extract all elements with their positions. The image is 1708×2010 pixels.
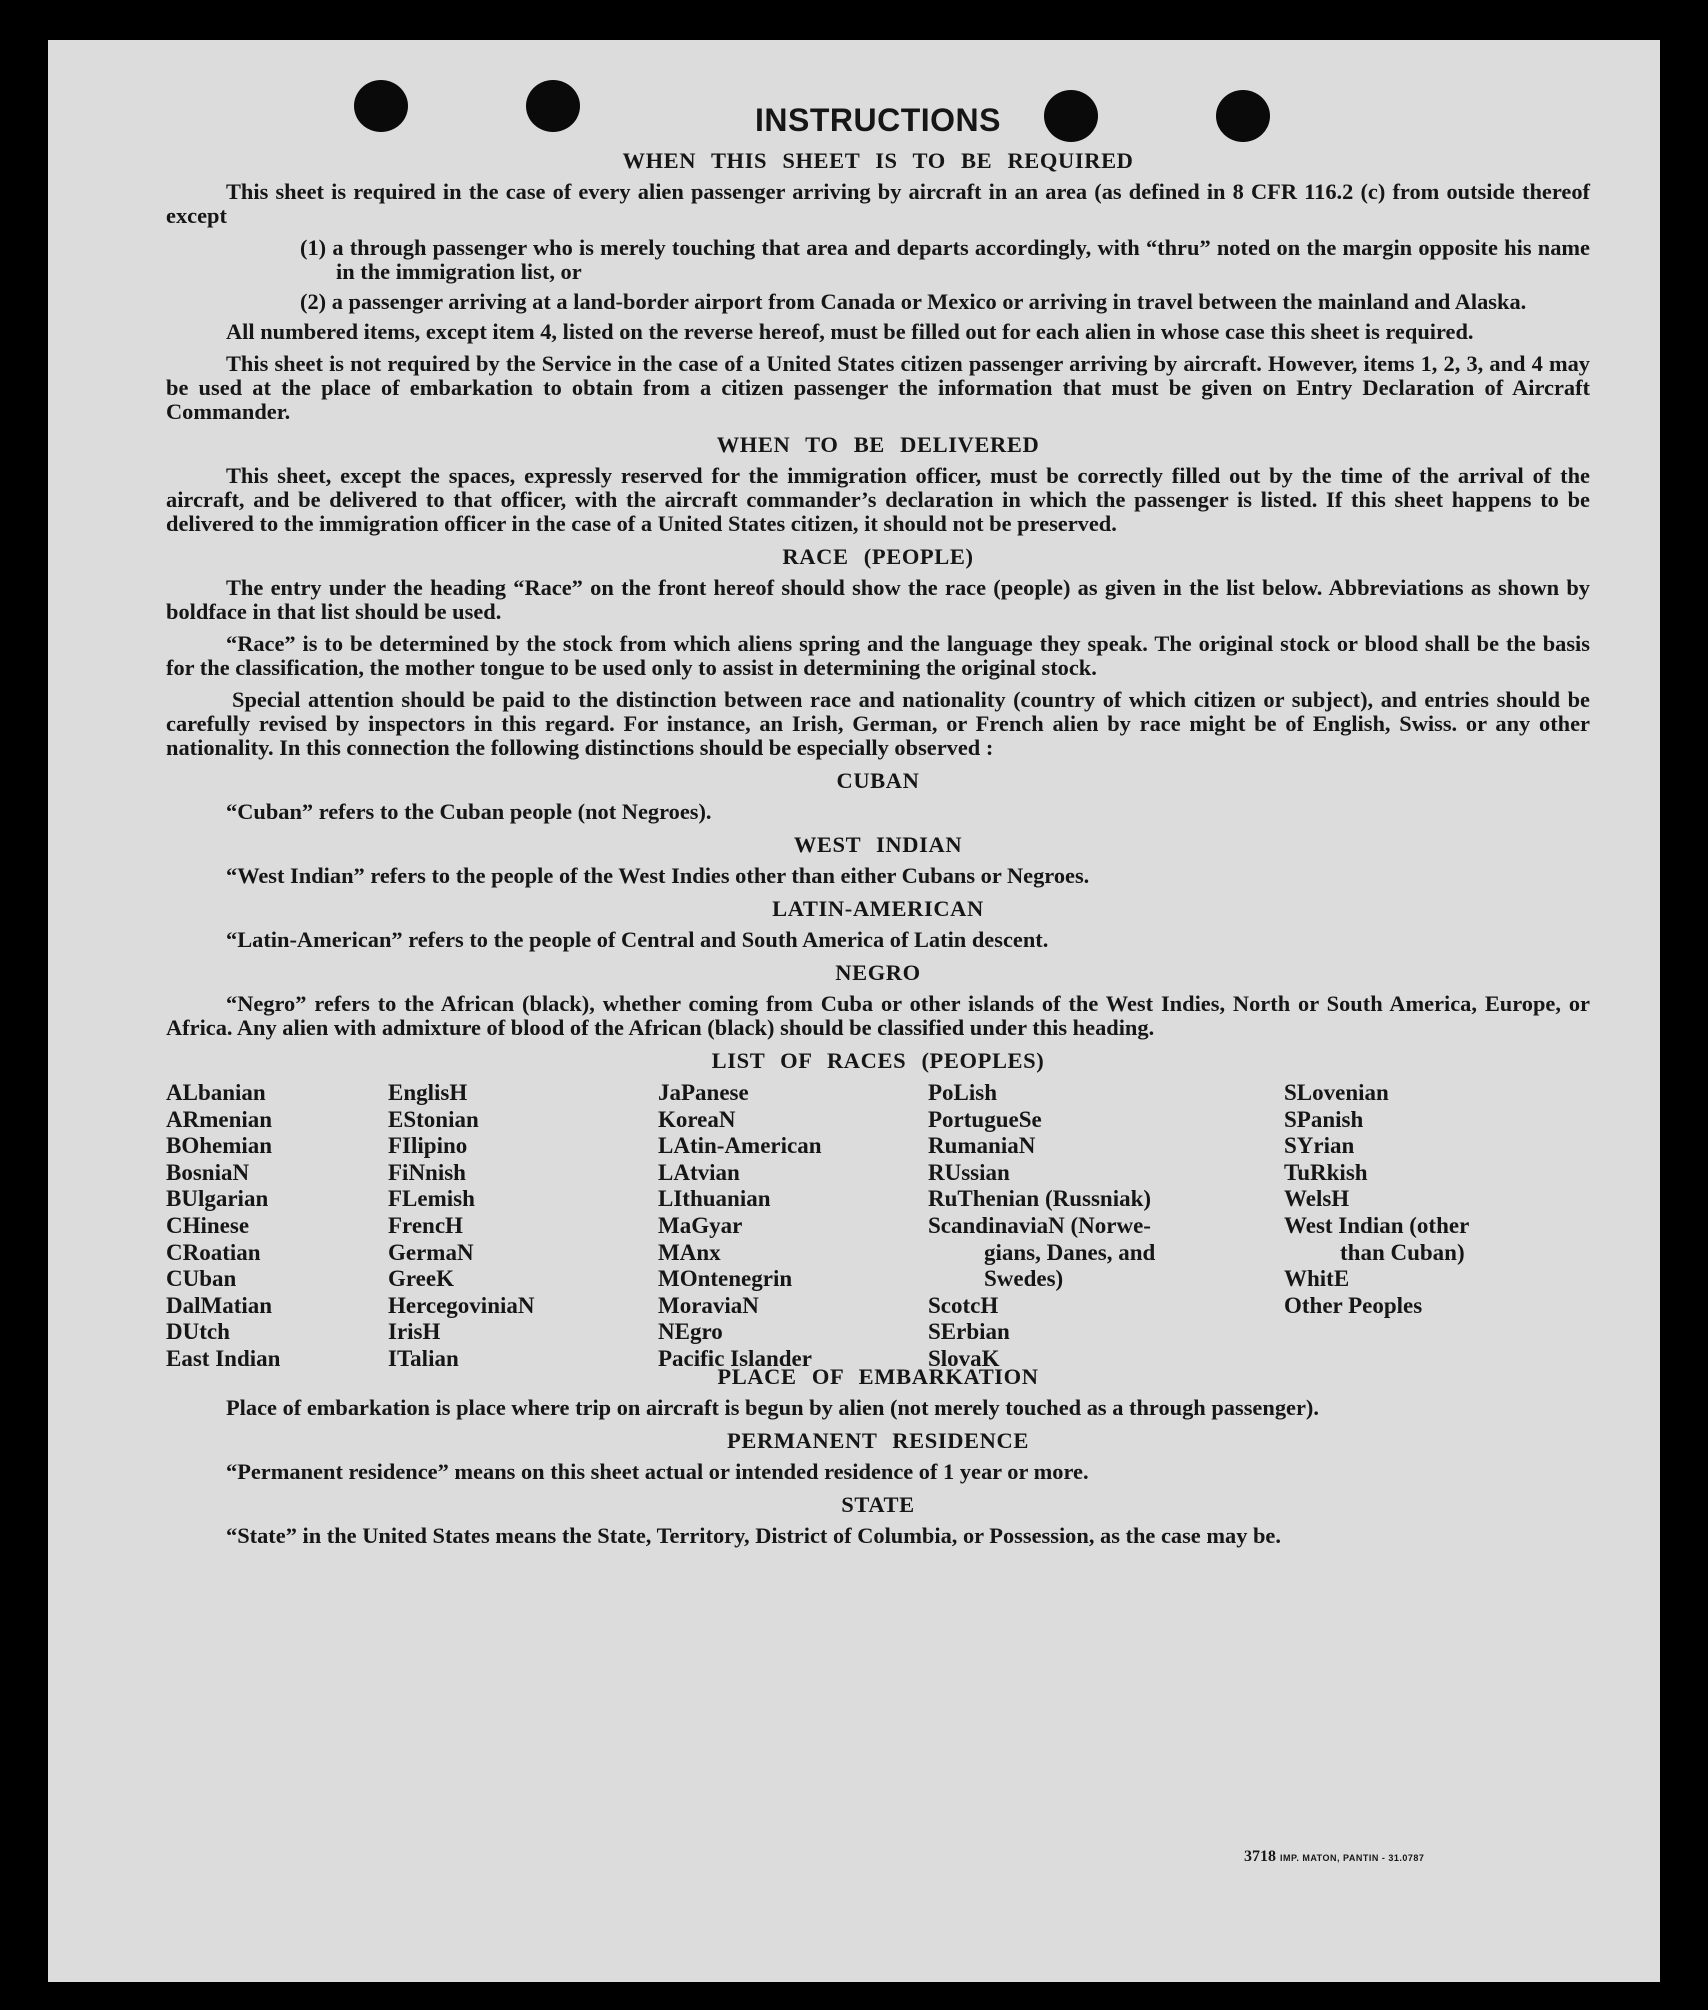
heading-embarkation: PLACE OF EMBARKATION (717, 1364, 1039, 1389)
paragraph: “West Indian” refers to the people of the West Indies other than either Cubans or Negroes. (226, 863, 1090, 888)
race-item: KoreaN (658, 1106, 736, 1132)
list-item: (1) a through passenger who is merely touching that area and departs accordingly, with “thru” noted on the margin opposite his name in the immigration list, or (300, 235, 1590, 284)
race-item: FiNnish (388, 1159, 466, 1185)
paragraph: “Negro” refers to the African (black), whether coming from Cuba or other islands of the West Indies, North or South America, Europe, or Africa. Any alien with admixture of blood of the African (black) should be classified under this heading. (166, 991, 1590, 1040)
races-column (928, 1080, 1155, 1373)
race-item: FLemish (388, 1186, 475, 1212)
race-item: SPanish (1284, 1106, 1364, 1132)
race-item-continued: gians, Danes, and (984, 1239, 1156, 1265)
paragraph: “Race” is to be determined by the stock from which aliens spring and the language they speak. The original stock or blood shall be the basis for the classification, the mother tongue to be used only to assist in determining the original stock. (166, 631, 1590, 680)
printer-imprint: IMP. MATON, PANTIN - 31.0787 (1280, 1853, 1425, 1863)
heading-permanent-residence: PERMANENT RESIDENCE (727, 1428, 1029, 1453)
race-item: MaGyar (658, 1212, 743, 1238)
race-item: ITalian (388, 1345, 459, 1371)
race-item: RUssian (928, 1159, 1010, 1185)
race-item: RuThenian (Russniak) (928, 1186, 1152, 1212)
race-item: WelsH (1284, 1186, 1350, 1212)
races-column (1284, 1080, 1469, 1319)
heading-state: STATE (841, 1492, 915, 1517)
race-item: SLovenian (1284, 1080, 1389, 1105)
race-item: PortugueSe (928, 1106, 1042, 1132)
race-item: CUban (166, 1266, 237, 1292)
document-sheet (48, 40, 1660, 1982)
race-item: Other Peoples (1284, 1292, 1423, 1318)
race-item: JaPanese (658, 1080, 749, 1105)
race-item: WhitE (1284, 1266, 1350, 1292)
document-body (166, 100, 1590, 1556)
race-item: FrencH (388, 1212, 463, 1238)
heading-race: RACE (PEOPLE) (782, 544, 974, 569)
race-item: PoLish (928, 1080, 998, 1105)
race-item: SlovaK (928, 1345, 1000, 1371)
heading-when-delivered: WHEN TO BE DELIVERED (716, 432, 1040, 457)
race-item: ALbanian (166, 1080, 266, 1105)
race-item: East Indian (166, 1345, 281, 1371)
race-item: NEgro (658, 1319, 723, 1345)
race-item: SYrian (1284, 1133, 1355, 1159)
race-item: BosniaN (166, 1159, 250, 1185)
paragraph: “Permanent residence” means on this sheet actual or intended residence of 1 year or more. (226, 1459, 1089, 1484)
race-item: FIlipino (388, 1133, 468, 1159)
race-item-continued: Swedes) (984, 1266, 1064, 1292)
race-item: West Indian (other (1284, 1212, 1470, 1238)
races-column (166, 1080, 280, 1373)
race-item: HercegoviniaN (388, 1292, 535, 1318)
race-item: IrisH (388, 1319, 441, 1345)
races-column (658, 1080, 822, 1373)
race-item: GreeK (388, 1266, 454, 1292)
race-item: LAtin-American (658, 1133, 822, 1159)
race-item: CRoatian (166, 1239, 261, 1265)
race-item: BOhemian (166, 1133, 273, 1159)
heading-latin-american: LATIN-AMERICAN (772, 896, 984, 921)
paragraph: This sheet is required in the case of every alien passenger arriving by aircraft in an area (as defined in 8 CFR 116.2 (c) from outside thereof except (166, 179, 1590, 228)
race-item: GermaN (388, 1239, 474, 1265)
race-item: MAnx (658, 1239, 721, 1265)
race-item-continued: than Cuban) (1340, 1239, 1465, 1265)
race-item: LAtvian (658, 1159, 740, 1185)
races-list (166, 1080, 1590, 1371)
paragraph: “Latin-American” refers to the people of Central and South America of Latin descent. (226, 927, 1049, 952)
form-number: 3718 (1244, 1848, 1276, 1865)
paragraph: “State” in the United States means the State, Territory, District of Columbia, or Possession, as the case may be. (226, 1523, 1281, 1548)
race-item: TuRkish (1284, 1159, 1368, 1185)
race-item: ScotcH (928, 1292, 999, 1318)
race-item: BUlgarian (166, 1186, 269, 1212)
paragraph: The entry under the heading “Race” on the front hereof should show the race (people) as given in the list below. Abbreviations as shown by boldface in that list should be used. (166, 575, 1590, 624)
race-item: EStonian (388, 1106, 479, 1132)
heading-negro: NEGRO (835, 960, 921, 985)
race-item: ARmenian (166, 1106, 273, 1132)
heading-cuban: CUBAN (836, 768, 920, 793)
races-column (388, 1080, 535, 1373)
race-item: LIthuanian (658, 1186, 771, 1212)
list-item: (2) a passenger arriving at a land-border airport from Canada or Mexico or arriving in travel between the mainland and Alaska. (300, 289, 1527, 314)
race-item: SErbian (928, 1319, 1010, 1345)
race-item: MOntenegrin (658, 1266, 793, 1292)
race-item: MoraviaN (658, 1292, 759, 1318)
paragraph: Special attention should be paid to the distinction between race and nationality (country of which citizen or subject), and entries should be carefully revised by inspectors in this regard. For instance, an Irish, German, or French alien by race might be of English, Swiss. or any other nationality. In this connection the following distinctions should be especially observed : (166, 687, 1590, 760)
form-footer (1244, 1848, 1424, 1866)
paragraph: All numbered items, except item 4, listed on the reverse hereof, must be filled out for each alien in whose case this sheet is required. (226, 319, 1474, 344)
heading-when-required: WHEN THIS SHEET IS TO BE REQUIRED (622, 148, 1134, 173)
page-title: INSTRUCTIONS (755, 102, 1001, 138)
paragraph: This sheet is not required by the Service in the case of a United States citizen passenger arriving by aircraft. However, items 1, 2, 3, and 4 may be used at the place of embarkation to obtain from a citizen passenger the information that must be given on Entry Declaration of Aircraft Commander. (166, 351, 1590, 424)
race-item: ScandinaviaN (Norwe- (928, 1212, 1151, 1238)
race-item: DalMatian (166, 1292, 273, 1318)
heading-list-of-races: LIST OF RACES (PEOPLES) (711, 1048, 1045, 1073)
race-item: EnglisH (388, 1080, 468, 1105)
race-item: Pacific Islander (658, 1345, 812, 1371)
race-item: CHinese (166, 1212, 250, 1238)
race-item: DUtch (166, 1319, 230, 1345)
paragraph: “Cuban” refers to the Cuban people (not Negroes). (226, 799, 712, 824)
heading-west-indian: WEST INDIAN (793, 832, 963, 857)
paragraph: This sheet, except the spaces, expressly reserved for the immigration officer, must be correctly filled out by the time of the arrival of the aircraft, and be delivered to that officer, with the aircraft commander’s declaration in which the passenger is listed. If this sheet happens to be delivered to the immigration officer in the case of a United States citizen, it should not be preserved. (166, 463, 1590, 536)
race-item: RumaniaN (928, 1133, 1036, 1159)
paragraph: Place of embarkation is place where trip on aircraft is begun by alien (not merely touched as a through passenger). (226, 1395, 1319, 1420)
